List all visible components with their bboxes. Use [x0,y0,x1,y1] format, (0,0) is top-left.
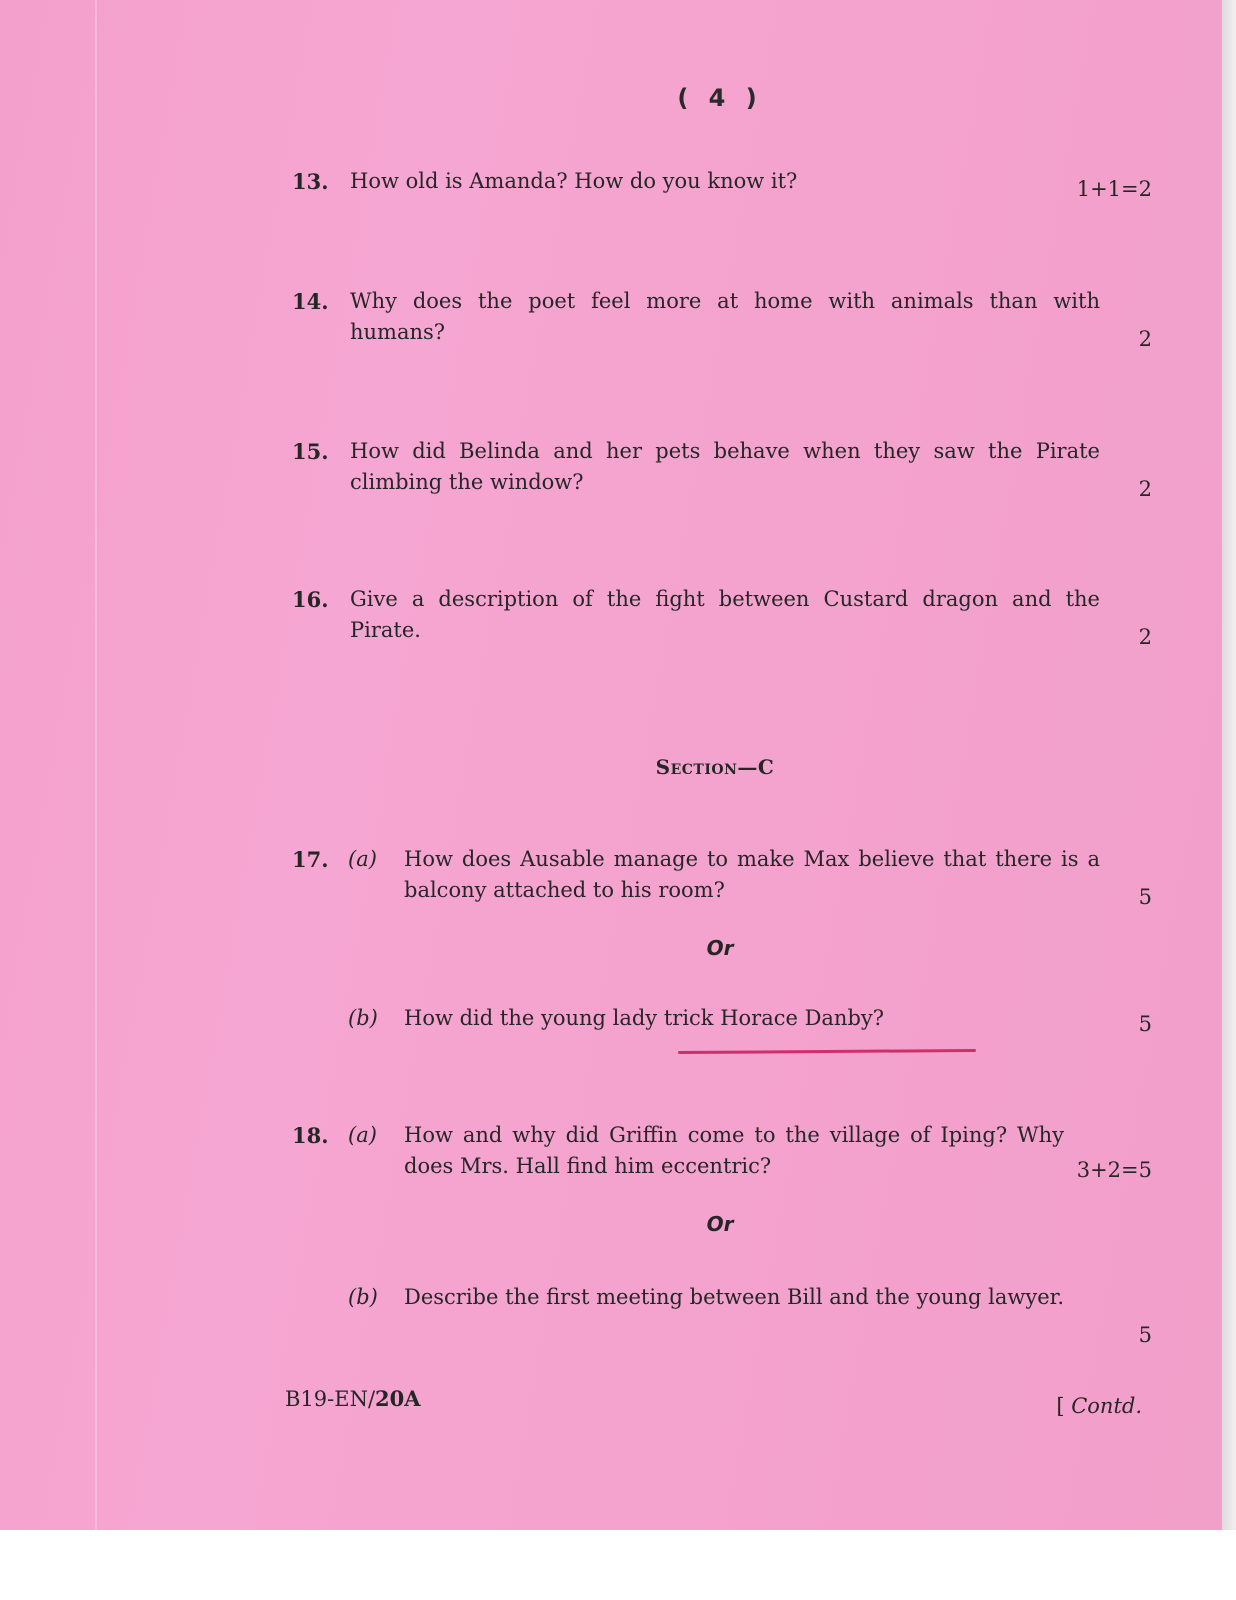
question-number: 17. [292,847,329,872]
question-18a [292,1120,1152,1190]
question-17b [292,1003,1152,1043]
page-number: ( 4 ) [677,84,763,112]
question-text: How and why did Griffin come to the village of Iping? Why does Mrs. Hall find him eccentric? [404,1123,1064,1178]
question-number: 14. [292,289,329,314]
question-marks: 2 [1138,625,1152,649]
question-number: 15. [292,439,329,464]
or-divider: Or [706,936,734,960]
question-marks: 5 [1138,1323,1152,1347]
question-number: 13. [292,169,329,194]
question-18b [292,1282,1152,1352]
question-marks: 5 [1138,885,1152,909]
paper-code-prefix: B19-EN/ [285,1387,376,1411]
sub-label: (b) [348,1006,378,1030]
question-15 [292,436,1152,506]
question-marks: 2 [1138,477,1152,501]
question-13 [292,166,1152,206]
question-marks: 2 [1138,327,1152,351]
question-text: Describe the first meeting between Bill and the young lawyer. [404,1285,1065,1309]
question-text: Give a description of the fight between Custard dragon and the Pirate. [350,587,1100,642]
question-text: How did the young lady trick Horace Danby? [404,1006,885,1030]
question-marks: 5 [1138,1012,1152,1036]
sub-label: (b) [348,1285,378,1309]
question-text: How old is Amanda? How do you know it? [350,169,798,193]
question-text: How does Ausable manage to make Max believe that there is a balcony attached to his room? [404,847,1100,902]
question-marks: 1+1=2 [1076,177,1152,201]
question-text: Why does the poet feel more at home with animals than with humans? [350,289,1100,344]
paper-code-suffix: 20A [375,1386,421,1411]
question-17a [292,844,1152,914]
contd-bracket: [ [1056,1394,1065,1418]
section-heading: Section—C [655,755,775,779]
or-divider: Or [706,1212,734,1236]
sub-label: (a) [348,1123,377,1147]
question-number: 16. [292,587,329,612]
continued-marker [1056,1394,1142,1418]
question-marks: 3+2=5 [1076,1158,1152,1182]
question-16 [292,584,1152,654]
question-text: How did Belinda and her pets behave when they saw the Pirate climbing the window? [350,439,1100,494]
sub-label: (a) [348,847,377,871]
question-14 [292,286,1152,356]
question-number: 18. [292,1123,329,1148]
paper-code [285,1386,421,1411]
contd-text: Contd. [1071,1394,1142,1418]
